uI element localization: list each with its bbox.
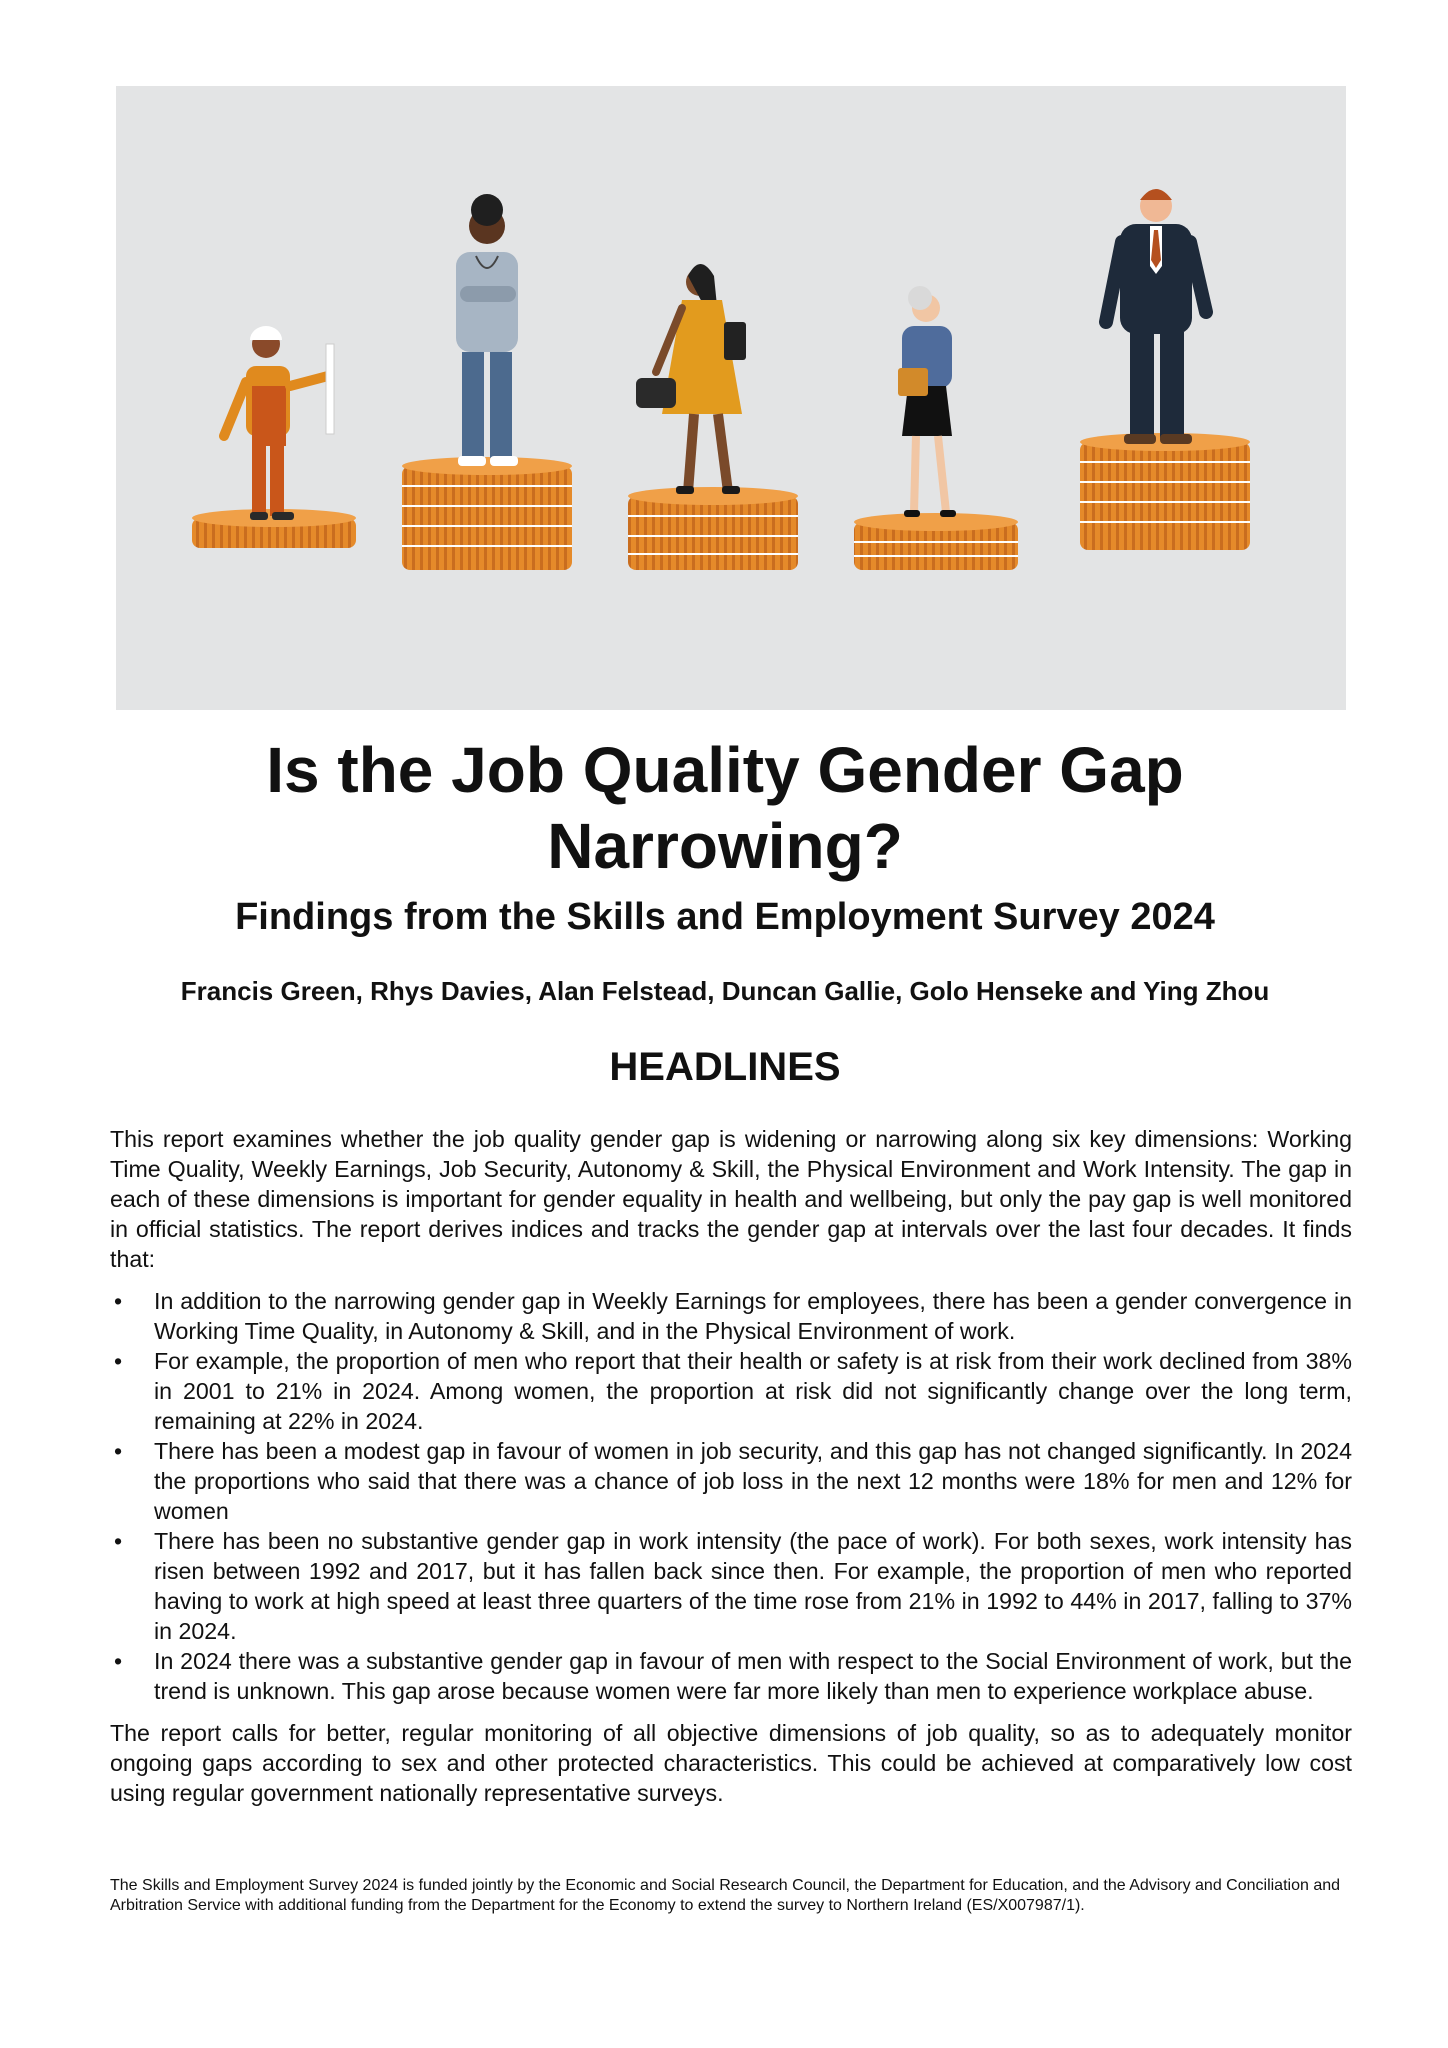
coin-stack-4 <box>854 513 1018 570</box>
coin-stack-3 <box>628 487 798 570</box>
figure-worker <box>224 326 334 520</box>
cover-illustration <box>116 86 1346 710</box>
conclusion-paragraph: The report calls for better, regular monitoring of all objective dimensions of job quality, so as to adequately monitor ongoing gaps according to sex and other protected characteristics. This could be achieved at comparatively low cost using regular government nationally representative surveys. <box>110 1720 1352 1806</box>
list-item <box>110 1286 1352 1346</box>
finding-text: There has been a modest gap in favour of women in job security, and this gap has not changed significantly. In 2024 the proportions who said that there was a chance of job loss in the next 12 months were 18% for men and 12% for women <box>154 1438 1352 1524</box>
headlines-heading: HEADLINES <box>609 1045 841 1089</box>
bullet-icon: • <box>114 1648 123 1674</box>
finding-text: In 2024 there was a substantive gender gap in favour of men with respect to the Social Environment of work, but the trend is unknown. This gap arose because women were far more likely than men to experience workplace abuse. <box>154 1648 1352 1704</box>
page-title: Is the Job Quality Gender Gap Narrowing? <box>266 734 1184 882</box>
finding-text: There has been no substantive gender gap in work intensity (the pace of work). For both sexes, work intensity has risen between 1992 and 2017, but it has fallen back since then. For example, the proportion of men who reported having to work at high speed at least three quarters of the time rose from 21% in 1992 to 44% in 2017, falling to 37% in 2024. <box>154 1528 1352 1644</box>
finding-text: In addition to the narrowing gender gap in Weekly Earnings for employees, there has been a gender convergence in Working Time Quality, in Autonomy & Skill, and in the Physical Environment of work. <box>154 1288 1352 1344</box>
coin-stack-2 <box>402 457 572 570</box>
findings-list <box>110 1286 1352 1706</box>
list-item <box>110 1436 1352 1526</box>
figure-businesswoman <box>636 264 746 494</box>
figure-older-woman <box>898 286 956 517</box>
list-item <box>110 1526 1352 1646</box>
figure-doctor <box>456 194 518 466</box>
list-item <box>110 1346 1352 1436</box>
list-item <box>110 1646 1352 1706</box>
bullet-icon: • <box>114 1288 123 1314</box>
authors-line: Francis Green, Rhys Davies, Alan Felstead, Duncan Gallie, Golo Henseke and Ying Zhou <box>180 976 1270 1006</box>
bullet-icon: • <box>114 1438 123 1464</box>
bullet-icon: • <box>114 1348 123 1374</box>
page-subtitle: Findings from the Skills and Employment Survey 2024 <box>235 896 1215 938</box>
intro-paragraph: This report examines whether the job quality gender gap is widening or narrowing along six key dimensions: Working Time Quality, Weekly Earnings, Job Security, Autonomy & Skill, the Physical Environment and Work Intensity. The gap in each of these dimensions is important for gender equality in health and wellbeing, but only the pay gap is well monitored in official statistics. The report derives indices and tracks the gender gap at intervals over the last four decades. It finds that: <box>110 1126 1352 1272</box>
finding-text: For example, the proportion of men who report that their health or safety is at risk from their work declined from 38% in 2001 to 21% in 2024. Among women, the proportion at risk did not significantly change over the long term, remaining at 22% in 2024. <box>154 1348 1352 1434</box>
funding-footnote: The Skills and Employment Survey 2024 is funded jointly by the Economic and Social Research Council, the Department for Education, and the Advisory and Conciliation and Arbitration Service with additional funding from the Department for the Economy to extend the survey to Northern Ireland (ES/X007987/1). <box>110 1877 1341 1914</box>
bullet-icon: • <box>114 1528 123 1554</box>
report-body <box>110 1124 1352 1808</box>
figure-businessman <box>1106 189 1206 444</box>
coin-stack-5 <box>1080 433 1250 550</box>
